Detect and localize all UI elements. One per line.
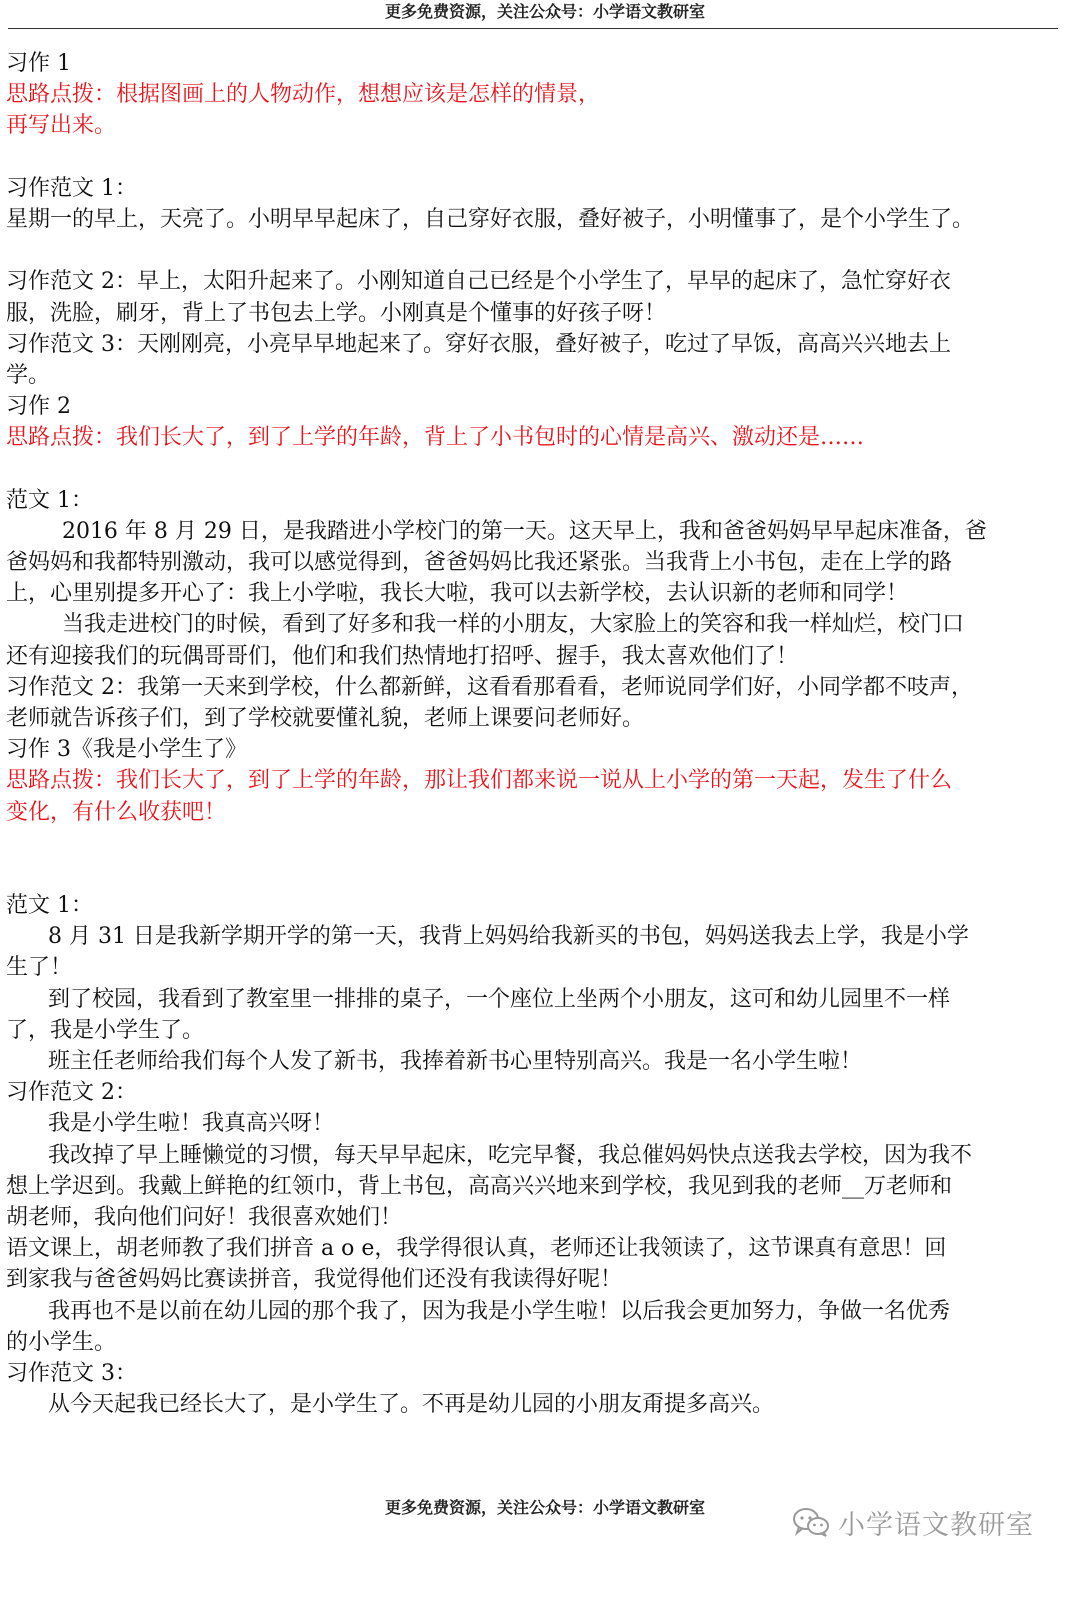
text-line: 的小学生。 (6, 1329, 117, 1355)
text-line: 习作范文 2：早上，太阳升起来了。小刚知道自己已经是个小学生了，早早的起床了，急忙穿好衣 (6, 269, 951, 295)
text-line: 2016 年 8 月 29 日，是我踏进小学校门的第一天。这天早上，我和爸爸妈妈早早起床准备，爸 (6, 518, 987, 544)
hint-line: 变化，有什么收获吧！ (6, 799, 227, 825)
text-line: 还有迎接我们的玩偶哥哥们，他们和我们热情地打招呼、握手，我太喜欢他们了！ (6, 643, 799, 669)
blank-line (6, 142, 1056, 173)
text-line: 习作 2 (6, 394, 71, 420)
text-line: 胡老师，我向他们问好！我很喜欢她们！ (6, 1204, 403, 1230)
blank-line (6, 235, 1056, 266)
text-line: 语文课上，胡老师教了我们拼音 a o e，我学得很认真，老师还让我领读了，这节课真有意思！回 (6, 1236, 947, 1262)
hint-line: 思路点拨：我们长大了，到了上学的年龄，那让我们都来说一说从上小学的第一天起，发生了什么 (6, 768, 953, 794)
page-header (0, 0, 1080, 28)
text-line: 习作 1 (6, 51, 71, 76)
text-line: 学。 (6, 362, 51, 388)
text-line: 范文 1： (6, 487, 93, 513)
text-line: 班主任老师给我们每个人发了新书，我捧着新书心里特别高兴。我是一名小学生啦！ (6, 1049, 862, 1074)
blank-line (6, 859, 1056, 890)
text-line: 习作范文 2：我第一天来到学校，什么都新鲜，这看看那看看，老师说同学们好，小同学都不吱声， (6, 674, 973, 700)
hint-line: 思路点拨：根据图画上的人物动作，想想应该是怎样的情景， (6, 82, 601, 108)
text-line: 到了校园，我看到了教室里一排排的桌子，一个座位上坐两个小朋友，这可和幼儿园里不一样 (6, 986, 950, 1012)
text-line: 服，洗脸，刷牙，背上了书包去上学。小刚真是个懂事的好孩子呀！ (6, 300, 667, 326)
text-line: 习作 3《我是小学生了》 (6, 737, 247, 763)
text-line: 老师就告诉孩子们，到了学校就要懂礼貌，老师上课要问老师好。 (6, 705, 645, 731)
text-line: 生了！ (6, 955, 73, 981)
text-line: 星期一的早上，天亮了。小明早早起床了，自己穿好衣服，叠好被子，小明懂事了，是个小学生了。 (6, 206, 975, 232)
blank-line (6, 828, 1056, 859)
text-line: 想上学迟到。我戴上鲜艳的红领巾，背上书包，高高兴兴地来到学校，我见到我的老师__万老师和 (6, 1173, 953, 1199)
text-line: 到家我与爸爸妈妈比赛读拼音，我觉得他们还没有我读得好呢！ (6, 1267, 623, 1293)
wechat-icon (792, 1507, 830, 1537)
footer-text: 更多免费资源，关注公众号：小学语文教研室 (384, 1498, 705, 1517)
text-line: 习作范文 2： (6, 1080, 137, 1106)
text-line: 我改掉了早上睡懒觉的习惯，每天早早起床，吃完早餐，我总催妈妈快点送我去学校，因为我不 (6, 1142, 972, 1168)
text-line: 我再也不是以前在幼儿园的那个我了，因为我是小学生啦！以后我会更加努力，争做一名优秀 (6, 1298, 950, 1324)
watermark-text: 小学语文教研室 (838, 1509, 1034, 1541)
text-line: 了，我是小学生了。 (6, 1017, 205, 1043)
text-line: 习作范文 1： (6, 175, 137, 201)
watermark (792, 1505, 1034, 1539)
text-line: 爸妈妈和我都特别激动，我可以感觉得到，爸爸妈妈比我还紧张。当我背上小书包，走在上学的路 (6, 550, 953, 575)
document-body (6, 48, 1056, 1420)
hint-line: 思路点拨：我们长大了，到了上学的年龄，背上了小书包时的心情是高兴、激动还是…… (6, 425, 865, 451)
header-divider (8, 28, 1058, 29)
text-line: 范文 1： (6, 893, 93, 919)
text-line: 我是小学生啦！我真高兴呀！ (6, 1111, 334, 1137)
blank-line (6, 453, 1056, 484)
text-line: 习作范文 3： (6, 1360, 137, 1386)
hint-line: 再写出来。 (6, 113, 117, 139)
text-line: 从今天起我已经长大了，是小学生了。不再是幼儿园的小朋友甭提多高兴。 (6, 1392, 774, 1418)
text-line: 习作范文 3：天刚刚亮，小亮早早地起来了。穿好衣服，叠好被子，吃过了早饭，高高兴兴地去上 (6, 331, 951, 357)
header-text: 更多免费资源，关注公众号：小学语文教研室 (384, 2, 705, 21)
text-line: 8 月 31 日是我新学期开学的第一天，我背上妈妈给我新买的书包，妈妈送我去上学，我是小学 (6, 924, 969, 950)
text-line: 上，心里别提多开心了：我上小学啦，我长大啦，我可以去新学校，去认识新的老师和同学！ (6, 581, 909, 607)
text-line: 当我走进校门的时候，看到了好多和我一样的小朋友，大家脸上的笑容和我一样灿烂，校门口 (6, 612, 964, 638)
